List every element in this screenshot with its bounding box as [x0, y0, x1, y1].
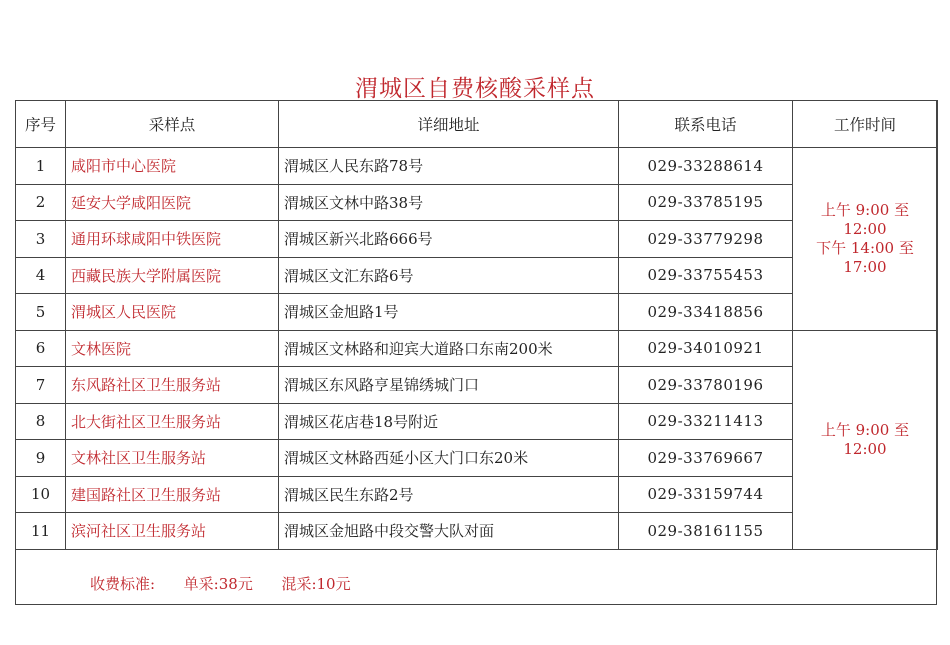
- hours-line: 17:00: [843, 257, 887, 276]
- row-no: 3: [16, 221, 66, 258]
- hours-line: 12:00: [843, 439, 887, 458]
- sampling-sites-table: [15, 100, 938, 550]
- row-address: 渭城区文林中路38号: [279, 184, 619, 221]
- row-address: 渭城区花店巷18号附近: [279, 403, 619, 440]
- row-site: 文林医院: [66, 330, 279, 367]
- row-phone: 029-33418856: [619, 294, 793, 331]
- hours-line: 上午 9:00 至: [820, 420, 910, 439]
- row-address: 渭城区金旭路1号: [279, 294, 619, 331]
- row-address: 渭城区东风路亨星锦绣城门口: [279, 367, 619, 404]
- header-phone: 联系电话: [619, 101, 793, 148]
- row-no: 8: [16, 403, 66, 440]
- row-no: 1: [16, 148, 66, 185]
- header-no: 序号: [16, 101, 66, 148]
- row-phone: 029-33755453: [619, 257, 793, 294]
- row-no: 2: [16, 184, 66, 221]
- hours-line: 12:00: [843, 219, 887, 238]
- hours-line: 下午 14:00 至: [816, 238, 914, 257]
- fee-mixed: 混采:10元: [281, 575, 351, 593]
- row-phone: 029-33769667: [619, 440, 793, 477]
- header-hours: 工作时间: [793, 101, 938, 148]
- row-address: 渭城区新兴北路666号: [279, 221, 619, 258]
- row-address: 渭城区民生东路2号: [279, 476, 619, 513]
- row-site: 文林社区卫生服务站: [66, 440, 279, 477]
- row-no: 11: [16, 513, 66, 550]
- row-no: 5: [16, 294, 66, 331]
- hours-cell-group-1: [793, 148, 938, 331]
- hours-cell-group-2: [793, 330, 938, 549]
- row-no: 6: [16, 330, 66, 367]
- row-site: 建国路社区卫生服务站: [66, 476, 279, 513]
- row-address: 渭城区人民东路78号: [279, 148, 619, 185]
- row-no: 4: [16, 257, 66, 294]
- row-phone: 029-38161155: [619, 513, 793, 550]
- row-address: 渭城区文林路西延小区大门口东20米: [279, 440, 619, 477]
- row-site: 延安大学咸阳医院: [66, 184, 279, 221]
- row-no: 9: [16, 440, 66, 477]
- table-row: [16, 330, 938, 367]
- fee-single: 单采:38元: [183, 575, 253, 593]
- row-address: 渭城区文汇东路6号: [279, 257, 619, 294]
- row-phone: 029-33785195: [619, 184, 793, 221]
- table-row: [16, 148, 938, 185]
- row-no: 10: [16, 476, 66, 513]
- row-phone: 029-34010921: [619, 330, 793, 367]
- row-site: 东风路社区卫生服务站: [66, 367, 279, 404]
- row-site: 西藏民族大学附属医院: [66, 257, 279, 294]
- row-phone: 029-33780196: [619, 367, 793, 404]
- row-site: 咸阳市中心医院: [66, 148, 279, 185]
- page-title: 渭城区自费核酸采样点: [355, 76, 595, 102]
- hours-line: 上午 9:00 至: [820, 200, 910, 219]
- row-site: 滨河社区卫生服务站: [66, 513, 279, 550]
- row-address: 渭城区金旭路中段交警大队对面: [279, 513, 619, 550]
- header-site: 采样点: [66, 101, 279, 148]
- row-site: 通用环球咸阳中铁医院: [66, 221, 279, 258]
- fee-standard: [90, 573, 351, 594]
- row-phone: 029-33211413: [619, 403, 793, 440]
- row-phone: 029-33159744: [619, 476, 793, 513]
- row-site: 北大街社区卫生服务站: [66, 403, 279, 440]
- row-phone: 029-33779298: [619, 221, 793, 258]
- row-no: 7: [16, 367, 66, 404]
- row-address: 渭城区文林路和迎宾大道路口东南200米: [279, 330, 619, 367]
- row-site: 渭城区人民医院: [66, 294, 279, 331]
- row-phone: 029-33288614: [619, 148, 793, 185]
- header-address: 详细地址: [279, 101, 619, 148]
- fee-label: 收费标准:: [90, 575, 156, 593]
- table-header-row: [16, 101, 938, 148]
